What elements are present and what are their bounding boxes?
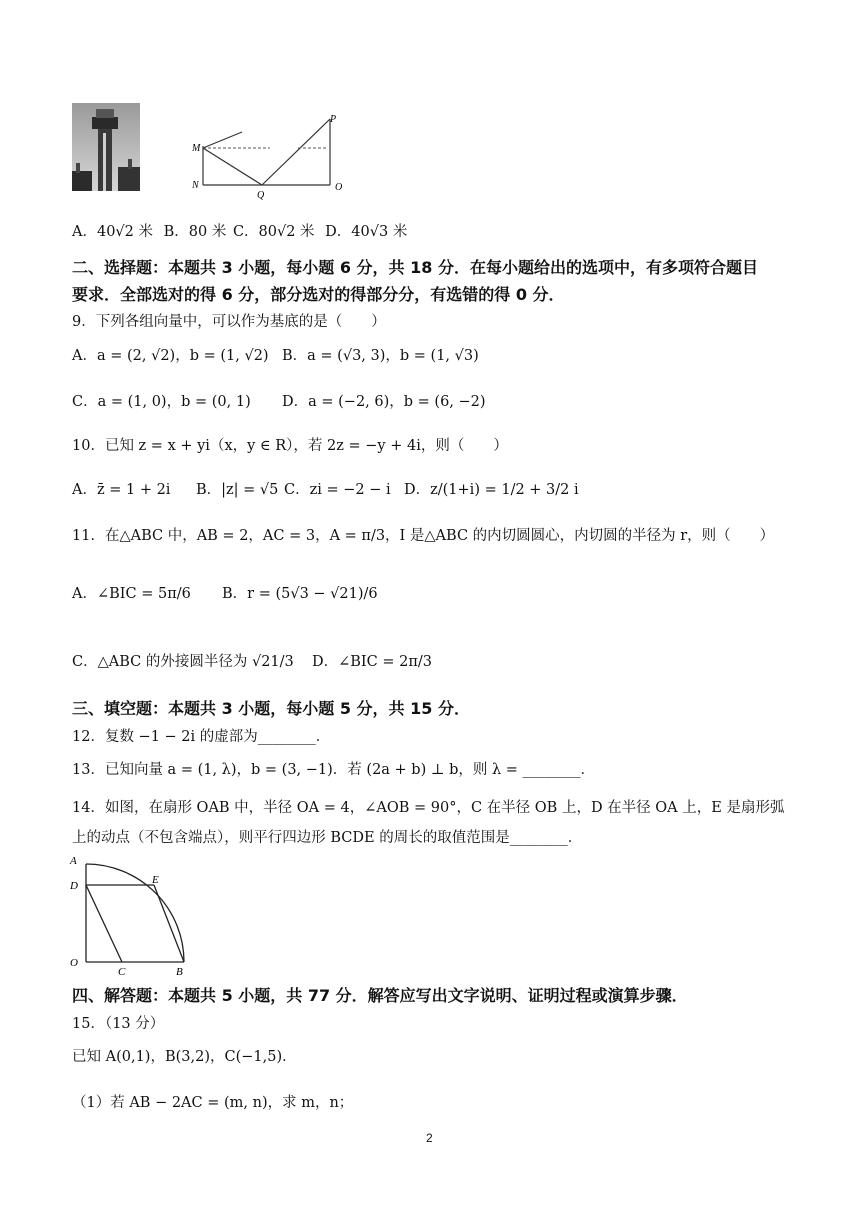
label-c: C xyxy=(118,966,126,977)
q9-option-b: B．a = (√3, 3)，b = (1, √3) xyxy=(282,348,479,364)
q9-option-c: C．a = (1, 0)，b = (0, 1) xyxy=(72,394,251,410)
q15-part1: （1）若 AB − 2AC = (m, n)，求 m，n； xyxy=(72,1095,354,1111)
label-m: M xyxy=(192,143,201,154)
label-q: Q xyxy=(257,190,265,200)
q8-options xyxy=(72,222,407,242)
q14-line2: 上的动点（不包含端点），则平行四边形 BCDE 的周长的取值范围是________． xyxy=(72,830,583,846)
label-n: N xyxy=(192,180,199,191)
label-p: P xyxy=(330,114,337,125)
section3-heading: 三、填空题：本题共 3 小题，每小题 5 分，共 15 分． xyxy=(72,699,470,718)
tower-geometry-diagram xyxy=(190,110,350,200)
q11-option-b: B．r = (5√3 − √21)/6 xyxy=(222,586,378,602)
q10-stem: 10．已知 z = x + yi（x，y ∈ R），若 2z = −y + 4i，则（ ） xyxy=(72,438,508,454)
section2-heading-line2: 要求．全部选对的得 6 分，部分选对的得部分分，有选错的得 0 分． xyxy=(72,285,565,304)
sector-figure xyxy=(66,852,196,977)
q13: 13．已知向量 a = (1, λ)，b = (3, −1)．若 (2a + b) ⊥ b，则 λ = ________． xyxy=(72,762,596,778)
q11-option-c: C．△ABC 的外接圆半径为 √21/3 xyxy=(72,654,294,670)
q8-option-b: B．80 米 xyxy=(163,224,227,240)
q8-option-d: D．40√3 米 xyxy=(325,224,408,240)
section4-heading: 四、解答题：本题共 5 小题，共 77 分．解答应写出文字说明、证明过程或演算步骤． xyxy=(72,986,688,1005)
page-number: 2 xyxy=(426,1131,433,1145)
tower-photo xyxy=(72,103,140,191)
q10-option-a: A．z̄ = 1 + 2i xyxy=(72,482,171,498)
q9-option-a: A．a = (2, √2)，b = (1, √2) xyxy=(72,348,269,364)
q14-line1: 14．如图，在扇形 OAB 中，半径 OA = 4，∠AOB = 90°，C 在半径 OB 上，D 在半径 OA 上，E 是扇形弧 xyxy=(72,800,785,816)
q10-option-b: B．|z| = √5 xyxy=(196,482,279,498)
q8-option-a: A．40√2 米 xyxy=(72,224,153,240)
section2-heading-line1: 二、选择题：本题共 3 小题，每小题 6 分，共 18 分．在每小题给出的选项中，有多项符合题目 xyxy=(72,258,758,277)
label-b: B xyxy=(176,966,183,977)
label-o2: O xyxy=(70,957,78,969)
q10-option-d: D．z/(1+i) = 1/2 + 3/2 i xyxy=(404,482,579,498)
q9-stem: 9．下列各组向量中，可以作为基底的是（ ） xyxy=(72,314,386,330)
q15-given: 已知 A(0,1)，B(3,2)，C(−1,5)． xyxy=(72,1049,297,1065)
q15-head: 15．（13 分） xyxy=(72,1016,165,1032)
q8-option-c: C．80√2 米 xyxy=(232,224,315,240)
q11-option-a: A．∠BIC = 5π/6 xyxy=(72,586,191,602)
q10-option-c: C．zi = −2 − i xyxy=(284,482,391,498)
label-o: O xyxy=(335,182,343,193)
q12: 12．复数 −1 − 2i 的虚部为________． xyxy=(72,729,331,745)
q11-stem: 11．在△ABC 中，AB = 2，AC = 3，A = π/3，I 是△ABC 的内切圆圆心，内切圆的半径为 r，则（ ） xyxy=(72,528,775,544)
label-a: A xyxy=(70,855,77,867)
q11-option-d: D．∠BIC = 2π/3 xyxy=(312,654,432,670)
label-d: D xyxy=(70,880,78,892)
label-e: E xyxy=(152,874,159,886)
q9-option-d: D．a = (−2, 6)，b = (6, −2) xyxy=(282,394,486,410)
